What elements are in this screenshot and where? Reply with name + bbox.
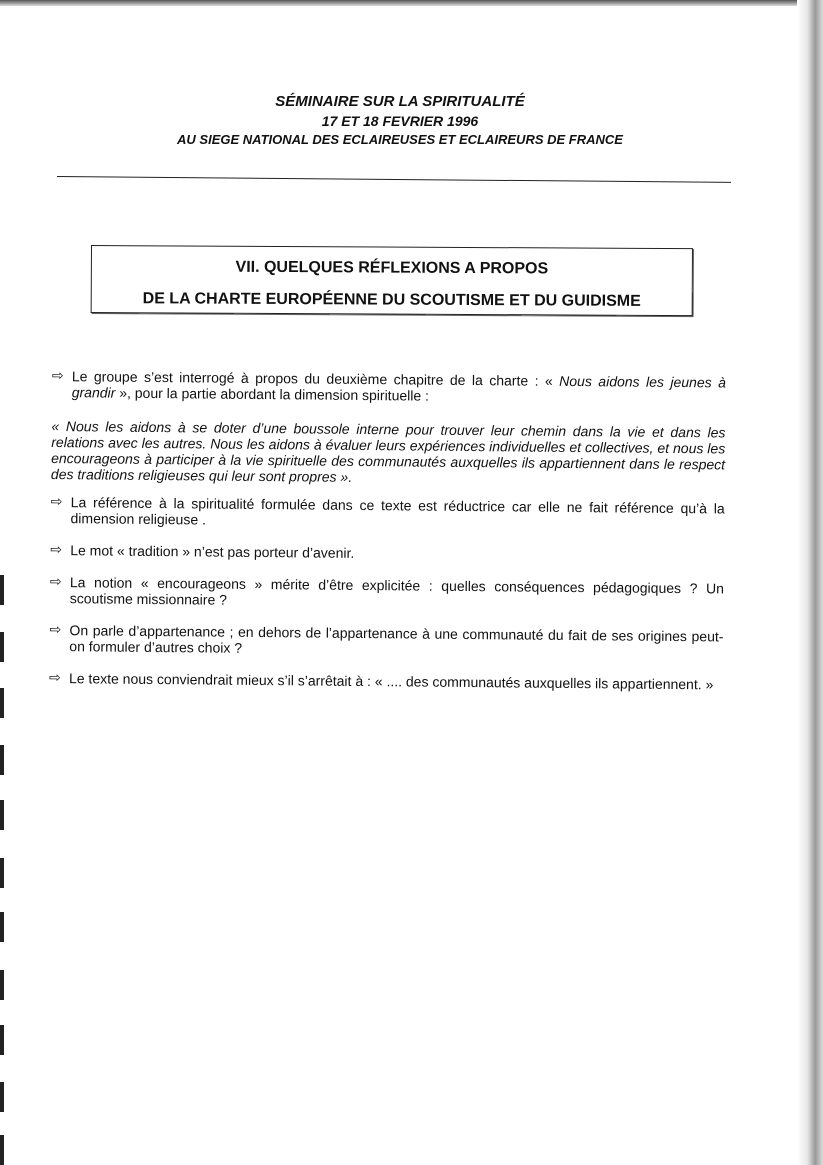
header-rule xyxy=(57,176,731,183)
right-arrow-outline-icon: ⇨ xyxy=(51,367,64,384)
right-arrow-outline-icon: ⇨ xyxy=(49,620,62,638)
document-body xyxy=(49,368,726,708)
section-title-line1: VII. QUELQUES RÉFLEXIONS A PROPOS xyxy=(235,258,549,278)
list-item xyxy=(49,670,723,692)
list-item xyxy=(50,494,724,532)
right-arrow-outline-icon: ⇨ xyxy=(50,540,63,558)
header-location: AU SIEGE NATIONAL DES ECLAIREUSES ET ECLAIREURS DE FRANCE xyxy=(177,132,623,147)
right-arrow-outline-icon: ⇨ xyxy=(50,492,63,510)
page-right-edge xyxy=(797,0,823,1165)
charter-quote: « Nous les aidons à se doter d’une boussole interne pour trouver leur chemin dans la vie et dans les relations avec les autres. Nous les aidons à évaluer leurs expériences individuelles et collectives, et nous les encourageons à participer à la vie spirituelle des communautés auxquelles ils appartiennent dans le respect des traditions religieuses qui leur sont propres ». xyxy=(50,417,726,485)
list-item-text: Le mot « tradition » n’est pas porteur d’avenir. xyxy=(70,542,355,561)
list-item-text: La référence à la spiritualité formulée dans ce texte est réductrice car elle ne fait référence qu’à la dimension religieuse . xyxy=(70,494,725,528)
intro-text-before: Le groupe s’est interrogé à propos du deuxième chapitre de la charte : « xyxy=(71,368,560,389)
page-top-edge xyxy=(0,0,823,6)
list-item xyxy=(50,542,724,564)
section-title-line2: DE LA CHARTE EUROPÉENNE DU SCOUTISME ET DU GUIDISME xyxy=(142,290,641,310)
right-arrow-outline-icon: ⇨ xyxy=(48,668,61,686)
header-title: SÉMINAIRE SUR LA SPIRITUALITÉ xyxy=(275,93,525,110)
document-header xyxy=(150,92,650,149)
list-item-text: Le texte nous conviendrait mieux s’il s’arrêtait à : « .... des communautés auxquelles ils appartiennent. » xyxy=(68,670,714,693)
list-item-text: La notion « encourageons » mérite d’être explicitée : quelles conséquences pédagogiques ? Un scoutisme missionnaire ? xyxy=(69,574,724,608)
header-dates: 17 ET 18 FEVRIER 1996 xyxy=(321,113,479,129)
list-item-text: On parle d’appartenance ; en dehors de l’appartenance à une communauté du fait de ses origines peut-on formuler d’autres choix ? xyxy=(69,622,724,656)
section-title-box xyxy=(91,245,693,316)
list-item xyxy=(49,622,723,660)
intro-text-after: », pour la partie abordant la dimension spirituelle : xyxy=(115,384,430,404)
intro-paragraph xyxy=(52,368,726,406)
list-item xyxy=(50,574,724,612)
intro-italic: Nous aidons les jeunes à grandir xyxy=(71,372,726,401)
right-arrow-outline-icon: ⇨ xyxy=(49,572,62,590)
